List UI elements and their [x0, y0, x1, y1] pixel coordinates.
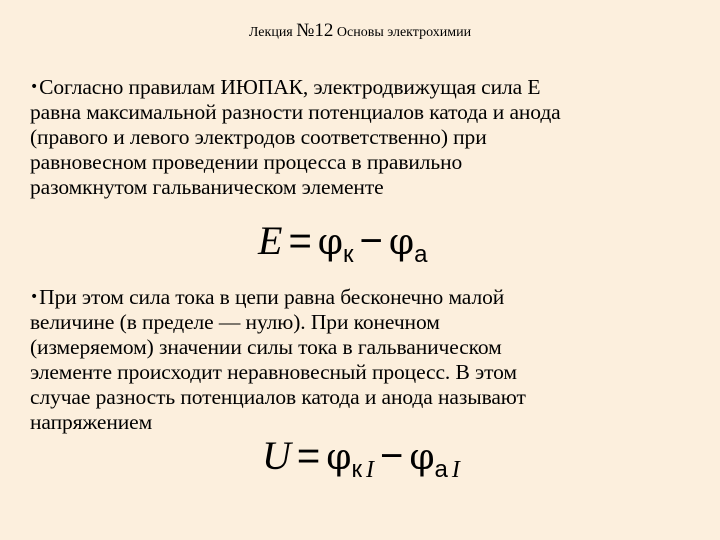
subscript-anode-letter: а: [434, 456, 448, 483]
emf-formula: [258, 218, 427, 278]
bullet-icon: •: [30, 79, 39, 95]
paragraph-emf-definition: [30, 75, 700, 200]
subscript-anode: а: [414, 241, 428, 268]
paragraph-line: случае разность потенциалов катода и анода называют: [30, 385, 526, 409]
formula-lhs: U: [262, 433, 291, 478]
voltage-formula: [262, 433, 460, 493]
minus-sign: −: [359, 219, 383, 263]
paragraph-line: [30, 75, 700, 100]
paragraph-line: равновесном проведении процесса в правильно: [30, 150, 463, 174]
subscript-current: I: [451, 457, 460, 483]
phi-symbol: φ: [388, 222, 415, 263]
subscript-cathode: [351, 456, 374, 483]
lecture-number: №12: [296, 20, 334, 41]
paragraph-line: величине (в пределе — нулю). При конечном: [30, 310, 440, 334]
bullet-icon: •: [30, 289, 39, 305]
lecture-header: [0, 20, 720, 42]
paragraph-line: равна максимальной разности потенциалов катода и анода: [30, 100, 561, 124]
subscript-anode: [435, 456, 460, 483]
lecture-title: Основы электрохимии: [333, 25, 472, 40]
paragraph-line: элементе происходит неравновесный процесс. В этом: [30, 360, 517, 384]
phi-symbol: φ: [409, 437, 435, 478]
paragraph-line: (правого и левого электродов соответственно) при: [30, 125, 487, 149]
equals-sign: =: [296, 434, 321, 478]
line-text: При этом сила тока в цепи равна бесконечно малой: [39, 285, 505, 309]
paragraph-line: напряжением: [30, 410, 153, 434]
phi-symbol: φ: [326, 437, 352, 478]
minus-sign: −: [379, 434, 404, 478]
line-text: Согласно правилам ИЮПАК, электродвижущая сила E: [39, 75, 541, 99]
paragraph-line: (измеряемом) значении силы тока в гальваническом: [30, 335, 502, 359]
formula-lhs: E: [258, 218, 283, 263]
phi-symbol: φ: [317, 222, 344, 263]
subscript-cathode-letter: к: [351, 456, 362, 483]
subscript-cathode: к: [343, 241, 354, 268]
lecture-prefix: Лекция: [248, 25, 297, 40]
paragraph-line: [30, 285, 700, 310]
paragraph-voltage-definition: [30, 285, 700, 435]
subscript-current: I: [365, 457, 374, 483]
paragraph-line: разомкнутом гальваническом элементе: [30, 175, 384, 199]
equals-sign: =: [288, 219, 312, 263]
